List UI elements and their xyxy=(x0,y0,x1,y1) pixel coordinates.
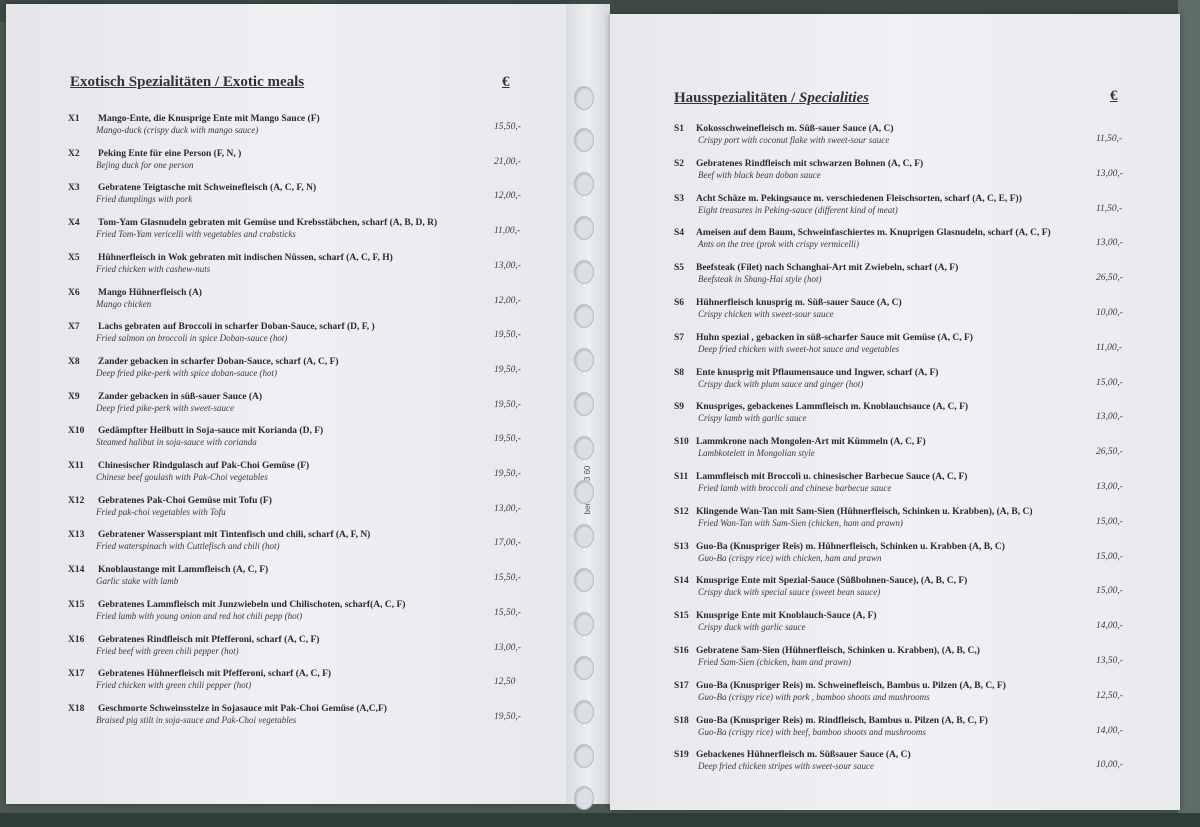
item-name-en: Garlic stake with lamb xyxy=(96,576,179,587)
item-code: S16 xyxy=(674,646,689,656)
item-name-de: Ente knusprig mit Pflaumensauce und Ingwer, scharf (A, F) xyxy=(696,367,939,378)
title-en: Specialities xyxy=(799,90,870,106)
punch-hole xyxy=(574,744,594,768)
menu-item xyxy=(68,357,548,390)
title-de: Hausspezialitäten / xyxy=(674,90,800,106)
item-name-de: Knuspriges, gebackenes Lammfleisch m. Knoblauchsauce (A, C, F) xyxy=(696,402,969,413)
item-code: S12 xyxy=(674,506,689,517)
item-name-de: Hühnerfleisch knusprig m. Süß-sauer Sauce (A, C) xyxy=(696,298,902,308)
item-name-de: Gebratenes Rindfleisch mit schwarzen Bohnen (A, C, F) xyxy=(696,158,924,169)
item-name-en: Crispy port with coconut flake with sweet-sour sauce xyxy=(698,135,890,145)
item-code: S13 xyxy=(674,541,689,552)
punch-hole xyxy=(574,348,594,372)
item-name-de: Kokosschweinefleisch m. Süß-sauer Sauce (A, C) xyxy=(696,124,894,134)
menu-item xyxy=(674,681,1144,714)
menu-item xyxy=(674,368,1144,401)
menu-item xyxy=(68,392,548,425)
item-name-de: Acht Schäze m. Pekingsauce m. verschiedenen Fleischsorten, scharf (A, C, E, F)) xyxy=(696,193,1022,204)
window-frame-bottom xyxy=(0,813,1200,827)
item-name-en: Fried Wan-Tan with Sam-Sien (chicken, ham and prawn) xyxy=(698,517,903,528)
item-code: X7 xyxy=(68,322,80,333)
item-price: 13,00,- xyxy=(494,503,521,514)
item-name-en: Fried beef with green chili pepper (hot) xyxy=(96,645,239,656)
item-name-en: Lambkotelett in Mongolian style xyxy=(698,448,815,459)
item-price: 11,00,- xyxy=(1096,342,1123,353)
item-name-de: Klingende Wan-Tan mit Sam-Sien (Hühnerfleisch, Schinken u. Krabben), (A, B, C) xyxy=(696,506,1033,517)
item-name-en: Chinese beef goulash with Pak-Choi vegetables xyxy=(96,472,268,482)
punch-hole xyxy=(574,436,594,460)
item-name-de: Huhn spezial , gebacken in süß-scharfer Sauce mit Gemüse (A, C, F) xyxy=(696,332,973,343)
menu-item xyxy=(674,472,1144,505)
item-name-de: Guo-Ba (Knuspriger Reis) m. Rindfleisch, Bambus u. Pilzen (A, B, C, F) xyxy=(696,715,988,726)
item-code: X13 xyxy=(68,530,85,541)
menu-item xyxy=(674,298,1144,331)
item-name-en: Guo-Ba (crispy rice) with pork , bamboo shoots and mushrooms xyxy=(698,691,930,702)
menu-item xyxy=(674,402,1144,435)
menu-sheet-exotic xyxy=(6,4,566,804)
item-name-en: Fried waterspinach with Cuttlefisch and chili (hot) xyxy=(96,541,280,552)
item-price: 19,50,- xyxy=(494,469,521,479)
currency-header: € xyxy=(1110,88,1118,104)
item-name-de: Gebratenes Lammfleisch mit Junzwiebeln und Chilischoten, scharf(A, C, F) xyxy=(98,599,406,610)
menu-item xyxy=(674,576,1144,609)
item-name-en: Guo-Ba (crispy rice) with chicken, ham and prawn xyxy=(698,552,882,563)
item-code: X11 xyxy=(68,461,84,471)
menu-item xyxy=(674,542,1144,575)
item-name-de: Lammkrone nach Mongolen-Art mit Kümmeln (A, C, F) xyxy=(696,437,926,448)
item-code: S2 xyxy=(674,158,685,169)
menu-item xyxy=(674,611,1144,644)
item-name-en: Crispy duck with special sauce (sweet bean sauce) xyxy=(698,587,881,598)
menu-item xyxy=(68,288,548,321)
item-name-de: Mango-Ente, die Knusprige Ente mit Mango Sauce (F) xyxy=(98,114,320,124)
item-price: 26,50,- xyxy=(1096,273,1123,284)
menu-item xyxy=(674,507,1144,540)
item-price: 14,00,- xyxy=(1096,621,1123,632)
menu-item xyxy=(68,565,548,598)
menu-item xyxy=(68,635,548,668)
item-name-de: Gebratenes Hühnerfleisch mit Pfefferoni, scharf (A, C, F) xyxy=(98,669,332,680)
item-price: 15,00,- xyxy=(1096,586,1123,597)
item-name-en: Mango-duck (crispy duck with mango sauce) xyxy=(96,125,259,135)
item-name-en: Deep fried pike-perk with sweet-sauce xyxy=(96,402,234,413)
item-name-en: Crispy chicken with sweet-sour sauce xyxy=(698,309,834,319)
item-code: X1 xyxy=(68,114,80,124)
menu-item xyxy=(68,669,548,702)
item-name-de: Gebackenes Hühnerfleisch m. Süßsauer Sauce (A, C) xyxy=(696,750,911,761)
item-name-de: Mango Hühnerfleisch (A) xyxy=(98,287,202,298)
item-name-en: Beefsteak in Shang-Hai style (hot) xyxy=(698,274,822,285)
item-name-de: Hühnerfleisch in Wok gebraten mit indischen Nüssen, scharf (A, C, F, H) xyxy=(98,252,393,263)
menu-item xyxy=(68,600,548,633)
punch-hole xyxy=(574,480,594,504)
item-name-de: Knoblaustange mit Lammfleisch (A, C, F) xyxy=(98,565,269,576)
item-code: X2 xyxy=(68,148,80,159)
menu-item xyxy=(674,159,1144,192)
menu-item xyxy=(674,124,1144,157)
menu-item xyxy=(674,750,1144,783)
item-name-en: Deep fried chicken stripes with sweet-sour sauce xyxy=(698,761,874,772)
item-code: X18 xyxy=(68,703,85,714)
item-price: 12,00,- xyxy=(494,295,521,306)
item-price: 19,50,- xyxy=(494,330,521,341)
item-price: 15,00,- xyxy=(1096,516,1123,527)
item-price: 10,00,- xyxy=(1096,760,1123,771)
item-code: S8 xyxy=(674,367,685,378)
item-code: X12 xyxy=(68,495,85,506)
menu-item xyxy=(68,426,548,459)
punch-hole xyxy=(574,260,594,284)
item-code: S1 xyxy=(674,124,685,134)
menu-item xyxy=(68,322,548,355)
item-name-en: Ants on the tree (prok with crispy vermicelli) xyxy=(698,239,860,250)
item-code: X3 xyxy=(68,183,80,194)
item-name-en: Fried chicken with green chili pepper (hot) xyxy=(96,680,252,691)
item-name-en: Crispy duck with plum sauce and ginger (hot) xyxy=(698,378,864,389)
item-name-en: Crispy duck with garlic sauce xyxy=(698,622,806,633)
item-code: S19 xyxy=(674,750,689,761)
item-code: X16 xyxy=(68,634,85,645)
punch-hole xyxy=(574,568,594,592)
item-code: S7 xyxy=(674,332,685,343)
item-code: X15 xyxy=(68,599,85,610)
section-title-specialities xyxy=(674,90,869,107)
item-price: 17,00,- xyxy=(494,538,521,549)
item-name-de: Guo-Ba (Knuspriger Reis) m. Hühnerfleisch, Schinken u. Krabben (A, B, C) xyxy=(696,541,1005,552)
menu-item xyxy=(68,530,548,563)
item-code: S17 xyxy=(674,680,689,691)
item-price: 15,00,- xyxy=(1096,377,1123,388)
item-code: S10 xyxy=(674,437,689,448)
item-name-de: Gedämpfter Heilbutt in Soja-sauce mit Korianda (D, F) xyxy=(98,426,324,437)
item-code: S18 xyxy=(674,715,689,726)
punch-hole xyxy=(574,216,594,240)
item-code: X9 xyxy=(68,391,80,402)
item-name-de: Gebratener Wasserspiant mit Tintenfisch und chili, scharf (A, F, N) xyxy=(98,530,371,541)
item-name-en: Fried lamb with young onion and red hot chili pepp (hot) xyxy=(96,610,303,621)
menu-item xyxy=(674,646,1144,679)
item-code: X14 xyxy=(68,565,85,576)
item-price: 21,00,- xyxy=(494,156,521,167)
item-name-de: Lammfleisch mit Broccoli u. chinesischer Barbecue Sauce (A, C, F) xyxy=(696,472,968,482)
item-price: 13,00,- xyxy=(494,642,521,653)
item-name-en: Steamed halibut in soja-sauce with corianda xyxy=(96,437,257,448)
item-code: X6 xyxy=(68,287,80,298)
currency-header: € xyxy=(502,74,510,90)
menu-item xyxy=(68,149,548,182)
menu-item xyxy=(674,194,1144,227)
item-name-de: Guo-Ba (Knuspriger Reis) m. Schweinefleisch, Bambus u. Pilzen (A, B, C, F) xyxy=(696,680,1006,691)
item-name-de: Gebratene Sam-Sien (Hühnerfleisch, Schinken u. Krabben), (A, B, C,) xyxy=(696,646,980,656)
menu-item xyxy=(674,228,1144,261)
item-price: 12,50 xyxy=(494,677,516,688)
item-name-de: Zander gebacken in scharfer Doban-Sauce, scharf (A, C, F) xyxy=(98,356,339,367)
item-name-de: Geschmorte Schweinsstelze in Sojasauce mit Pak-Choi Gemüse (A,C,F) xyxy=(98,703,387,714)
item-name-en: Fried pak-choi vegetables with Tofu xyxy=(96,506,226,517)
punch-hole xyxy=(574,612,594,636)
item-price: 13,00,- xyxy=(494,260,521,271)
item-price: 26,50,- xyxy=(1096,447,1123,458)
item-name-en: Fried salmon on broccoli in spice Doban-sauce (hot) xyxy=(96,333,288,344)
menu-item xyxy=(674,333,1144,366)
punch-hole xyxy=(574,128,594,152)
item-name-en: Mango chicken xyxy=(96,298,152,309)
item-name-de: Knusprige Ente mit Spezial-Sauce (Süßbohnen-Sauce), (A, B, C, F) xyxy=(696,576,968,587)
menu-item xyxy=(674,437,1144,470)
item-name-de: Lachs gebraten auf Broccoli in scharfer Doban-Sauce, scharf (D, F, ) xyxy=(98,322,375,333)
menu-item xyxy=(68,253,548,286)
item-price: 13,00,- xyxy=(1096,482,1123,492)
item-price: 13,00,- xyxy=(1096,238,1123,249)
item-name-de: Ameisen auf dem Baum, Schweinfaschiertes m. Knuprigen Glasnudeln, scharf (A, C, F) xyxy=(696,228,1051,239)
item-code: S14 xyxy=(674,576,689,587)
item-name-en: Eight treasures in Peking-sauce (different kind of meat) xyxy=(698,204,898,215)
punch-hole xyxy=(574,172,594,196)
item-name-de: Peking Ente für eine Person (F, N, ) xyxy=(98,148,242,159)
menu-item xyxy=(674,263,1144,296)
item-code: X10 xyxy=(68,426,85,437)
item-name-en: Fried Sam-Sien (chicken, ham and prawn) xyxy=(698,657,851,667)
item-code: S4 xyxy=(674,228,685,239)
item-code: S15 xyxy=(674,611,689,622)
item-price: 11,50,- xyxy=(1096,134,1123,144)
menu-item xyxy=(68,183,548,216)
punch-hole xyxy=(574,700,594,724)
item-code: X5 xyxy=(68,252,80,263)
item-price: 19,50,- xyxy=(494,399,521,410)
item-price: 11,00,- xyxy=(494,226,521,237)
punch-hole xyxy=(574,86,594,110)
item-name-en: Beef with black bean doban sauce xyxy=(698,169,821,180)
item-price: 15,50,- xyxy=(494,122,521,132)
item-code: X17 xyxy=(68,669,85,680)
item-code: X8 xyxy=(68,356,80,367)
item-name-en: Crispy lamb with garlic sauce xyxy=(698,413,807,424)
item-name-de: Gebratenes Pak-Choi Gemüse mit Tofu (F) xyxy=(98,495,272,506)
item-price: 13,50,- xyxy=(1096,656,1123,666)
punch-hole xyxy=(574,392,594,416)
item-name-en: Bejing duck for one person xyxy=(96,159,194,170)
item-name-en: Fried chicken with cashew-nuts xyxy=(96,263,211,274)
item-name-en: Braised pig stilt in soja-sauce and Pak-Choi vegetables xyxy=(96,714,297,725)
item-price: 14,00,- xyxy=(1096,725,1123,736)
item-name-de: Gebratene Teigtasche mit Schweinefleisch (A, C, F, N) xyxy=(98,183,317,194)
item-name-en: Guo-Ba (crispy rice) with beef, bamboo shoots and mushrooms xyxy=(698,726,926,737)
item-price: 19,50,- xyxy=(494,364,521,375)
item-name-de: Chinesischer Rindgulasch auf Pak-Choi Gemüse (F) xyxy=(98,461,310,471)
item-code: S11 xyxy=(674,472,689,482)
item-name-de: Zander gebacken in süß-sauer Sauce (A) xyxy=(98,391,263,402)
item-price: 10,00,- xyxy=(1096,308,1123,318)
window-frame-right xyxy=(1178,0,1200,827)
punch-hole xyxy=(574,304,594,328)
item-code: X4 xyxy=(68,218,80,229)
item-price: 15,00,- xyxy=(1096,551,1123,562)
menu-item xyxy=(68,218,548,251)
item-name-en: Fried Tom-Yam vericelli with vegetables and crabsticks xyxy=(96,229,296,240)
item-price: 19,50,- xyxy=(494,434,521,445)
item-price: 13,00,- xyxy=(1096,168,1123,179)
item-name-en: Deep fried pike-perk with spice doban-sauce (hot) xyxy=(96,367,277,378)
menu-item xyxy=(68,114,548,147)
punch-hole xyxy=(574,524,594,548)
punch-hole xyxy=(574,786,594,810)
item-name-de: Knusprige Ente mit Knoblauch-Sauce (A, F) xyxy=(696,611,877,622)
item-price: 12,50,- xyxy=(1096,690,1123,701)
item-name-de: Tom-Yam Glasnudeln gebraten mit Gemüse und Krebsstäbchen, scharf (A, B, D, R) xyxy=(98,218,438,229)
item-price: 19,50,- xyxy=(494,711,521,722)
item-price: 12,00,- xyxy=(494,191,521,202)
item-code: S9 xyxy=(674,402,685,413)
item-name-en: Deep fried chicken with sweet-hot sauce and vegetables xyxy=(698,343,900,354)
menu-item xyxy=(674,716,1144,749)
item-name-en: Fried dumplings with pork xyxy=(96,194,193,205)
menu-item xyxy=(68,704,548,737)
menu-sheet-specialities xyxy=(610,14,1180,810)
item-price: 15,50,- xyxy=(494,573,521,584)
item-price: 13,00,- xyxy=(1096,412,1123,423)
item-price: 15,50,- xyxy=(494,607,521,618)
item-name-en: Fried lamb with broccoli and chinese barbecue sauce xyxy=(698,483,892,493)
section-title-exotic: Exotisch Spezialitäten / Exotic meals xyxy=(70,74,305,90)
punch-hole xyxy=(574,656,594,680)
menu-item xyxy=(68,496,548,529)
menu-item xyxy=(68,461,548,494)
item-code: S5 xyxy=(674,263,685,274)
item-price: 11,50,- xyxy=(1096,203,1123,214)
item-name-de: Beefsteak (Filet) nach Schanghai-Art mit Zwiebeln, scharf (A, F) xyxy=(696,263,959,274)
item-name-de: Gebratenes Rindfleisch mit Pfefferoni, scharf (A, C, F) xyxy=(98,634,320,645)
item-code: S6 xyxy=(674,298,685,308)
item-code: S3 xyxy=(674,193,685,204)
